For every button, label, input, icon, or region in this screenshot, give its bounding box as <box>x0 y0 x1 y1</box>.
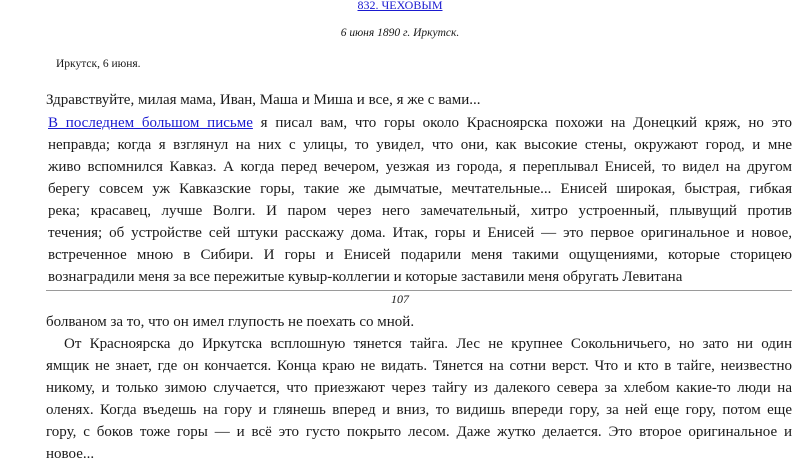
paragraph-text: я писал вам, что горы около Красноярска похожи на Донецкий кряж, но это <box>252 115 792 131</box>
paragraph-line: От Красноярска до Иркутска всплошную тянется тайга. Лес не крупнее Сокольничьего, но зато ни один <box>64 336 792 352</box>
page-number: 107 <box>391 292 409 306</box>
paragraph-1 <box>46 112 792 288</box>
paragraph-line: неправда; когда я взглянул на них с улицы, то увидел, что они, как высокие стены, окружают город, и мне <box>48 137 792 153</box>
greeting: Здравствуйте, милая мама, Иван, Маша и Миша и все, я же с вами... <box>46 92 481 108</box>
paragraph-line: вознаградили меня за все пережитые кувыр-коллегии и которые заставили меня обругать Левитана <box>48 269 683 285</box>
paragraph-line: новое... <box>46 446 95 462</box>
paragraph-line: живо вспомнился Кавказ. А когда перед вечером, уезжая из города, я переплывал Енисей, то видел на другом <box>48 159 792 175</box>
paragraph-line: течения; об устройстве сей штуки расскажу дома. Итак, горы и Енисей — это первое оригинальное и новое, <box>48 225 792 241</box>
letter-title <box>0 0 800 13</box>
letter-date: 6 июня 1890 г. Иркутск. <box>340 27 460 39</box>
paragraph-line: встреченное мною в Сибири. И горы и Енисей подарили меня такими ощущениями, которые сторицею <box>48 247 792 263</box>
continuation-line: болваном за то, что он имел глупость не поехать со мной. <box>46 314 415 330</box>
letter-title-link[interactable]: 832. ЧЕХОВЫМ <box>357 0 443 12</box>
paragraph-line: оленях. Когда въедешь на гору и глянешь вперед и вниз, то видишь впереди гору, за ней еще гору, потом еще <box>46 402 792 418</box>
paragraph-line: гору, с боков тоже горы — и всё это густо покрыто лесом. Даже жутко делается. Это второе оригинальное и <box>46 424 792 440</box>
paragraph-line: берегу совсем уж Кавказские горы, такие же дымчатые, мечтательные... Енисей широкая, быстрая, гибкая <box>48 181 792 197</box>
paragraph-line: никому, и только зимою случается, что приезжают через тайгу из далекого севера за хлебом какие-то люди на <box>46 380 792 396</box>
paragraph-line <box>46 112 792 134</box>
paragraph-2 <box>46 333 792 465</box>
place-date: Иркутск, 6 июня. <box>56 58 141 70</box>
last-letter-link[interactable]: В последнем большом письме <box>48 115 253 131</box>
paragraph-line: ямщик не знает, где он кончается. Конца краю не видать. Тянется на сотни верст. Что и кто в тайге, неизвестно <box>46 358 792 374</box>
paragraph-line: река; красавец, лучше Волги. И паром через него замечательный, хитро устроенный, плывущий против <box>48 203 792 219</box>
page-divider <box>46 290 792 291</box>
